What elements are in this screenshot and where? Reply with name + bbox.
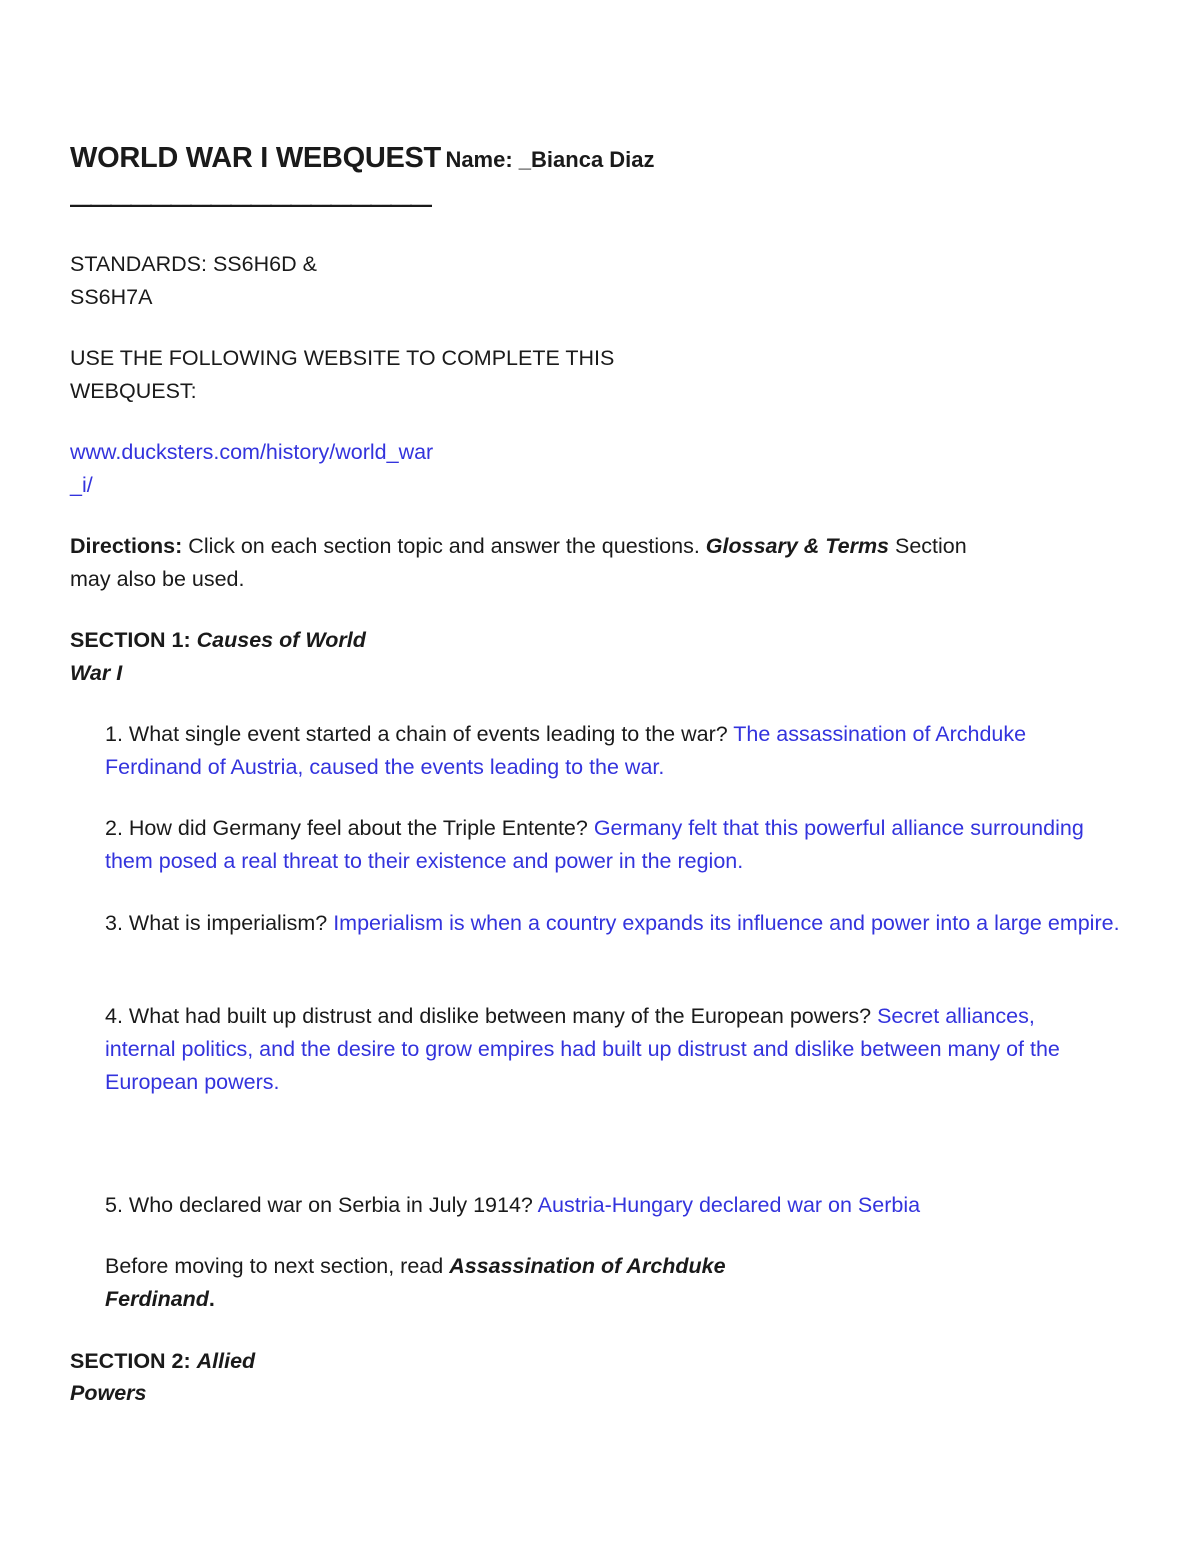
reading-title-end: .: [208, 1287, 215, 1311]
question-1: [105, 718, 1125, 784]
directions-line-2: may also be used.: [70, 567, 245, 591]
reading-title-continued: Ferdinand: [105, 1287, 209, 1311]
answer-text: Imperialism is when a country expands its influence and power into a large empire.: [333, 911, 1120, 935]
website-link-continued[interactable]: [70, 469, 93, 502]
question-5: [105, 1189, 1125, 1222]
section-1-title: Causes of World: [196, 628, 366, 652]
question-text: 4. What had built up distrust and dislike between many of the European powers?: [105, 1004, 878, 1028]
worksheet-title: WORLD WAR I WEBQUEST: [70, 142, 441, 174]
question-2: [105, 812, 1125, 878]
student-name: Name: _Bianca Diaz: [445, 147, 655, 172]
question-text: 5. Who declared war on Serbia in July 1914?: [105, 1193, 538, 1217]
glossary-terms-emphasis: Glossary & Terms: [705, 534, 890, 558]
section-2-label: SECTION 2:: [70, 1349, 197, 1373]
section-1-label: SECTION 1:: [70, 628, 197, 652]
section-1-heading: [70, 624, 366, 657]
directions-label: Directions:: [70, 534, 183, 558]
instructions-line-1: USE THE FOLLOWING WEBSITE TO COMPLETE THIS: [70, 346, 615, 370]
website-link-line-2[interactable]: _i/: [70, 473, 93, 497]
section-2-title: Allied: [196, 1349, 256, 1373]
answer-text: Austria-Hungary declared war on Serbia: [537, 1193, 921, 1217]
question-text: 1. What single event started a chain of events leading to the war?: [105, 722, 734, 746]
question-3: [105, 907, 1125, 940]
directions-text-end: Section: [889, 534, 967, 558]
standards-line-1: STANDARDS: SS6H6D &: [70, 252, 317, 276]
section-2-title-line-2: Powers: [70, 1381, 147, 1405]
section-2-heading: [70, 1345, 255, 1378]
question-text: 3. What is imperialism?: [105, 911, 334, 935]
question-4: [105, 1000, 1065, 1099]
title-row: [70, 142, 655, 175]
answer-text: Germany felt that this powerful alliance surrounding them posed a real threat to their existence and power in the region.: [105, 816, 1084, 873]
standards-line-2: SS6H7A: [70, 285, 153, 309]
name-underline: ——————————————————: [70, 192, 430, 217]
website-link[interactable]: [70, 436, 433, 469]
before-moving-note: [105, 1250, 726, 1283]
website-link-line-1[interactable]: www.ducksters.com/history/world_war: [70, 440, 434, 464]
reading-title: Assassination of Archduke: [449, 1254, 726, 1278]
instructions-line-2: WEBQUEST:: [70, 379, 197, 403]
directions: [70, 530, 967, 563]
directions-text: Click on each section topic and answer the questions.: [182, 534, 706, 558]
answer-text: Secret alliances, internal politics, and the desire to grow empires had built up distrust and dislike between many of the European powers.: [105, 1004, 1060, 1094]
before-moving-note-line-2: [105, 1283, 215, 1316]
section-1-title-line-2: War I: [70, 661, 123, 685]
question-text: 2. How did Germany feel about the Triple Entente?: [105, 816, 594, 840]
before-moving-text: Before moving to next section, read: [105, 1254, 450, 1278]
answer-text: The assassination of Archduke Ferdinand of Austria, caused the events leading to the war.: [105, 722, 1027, 779]
